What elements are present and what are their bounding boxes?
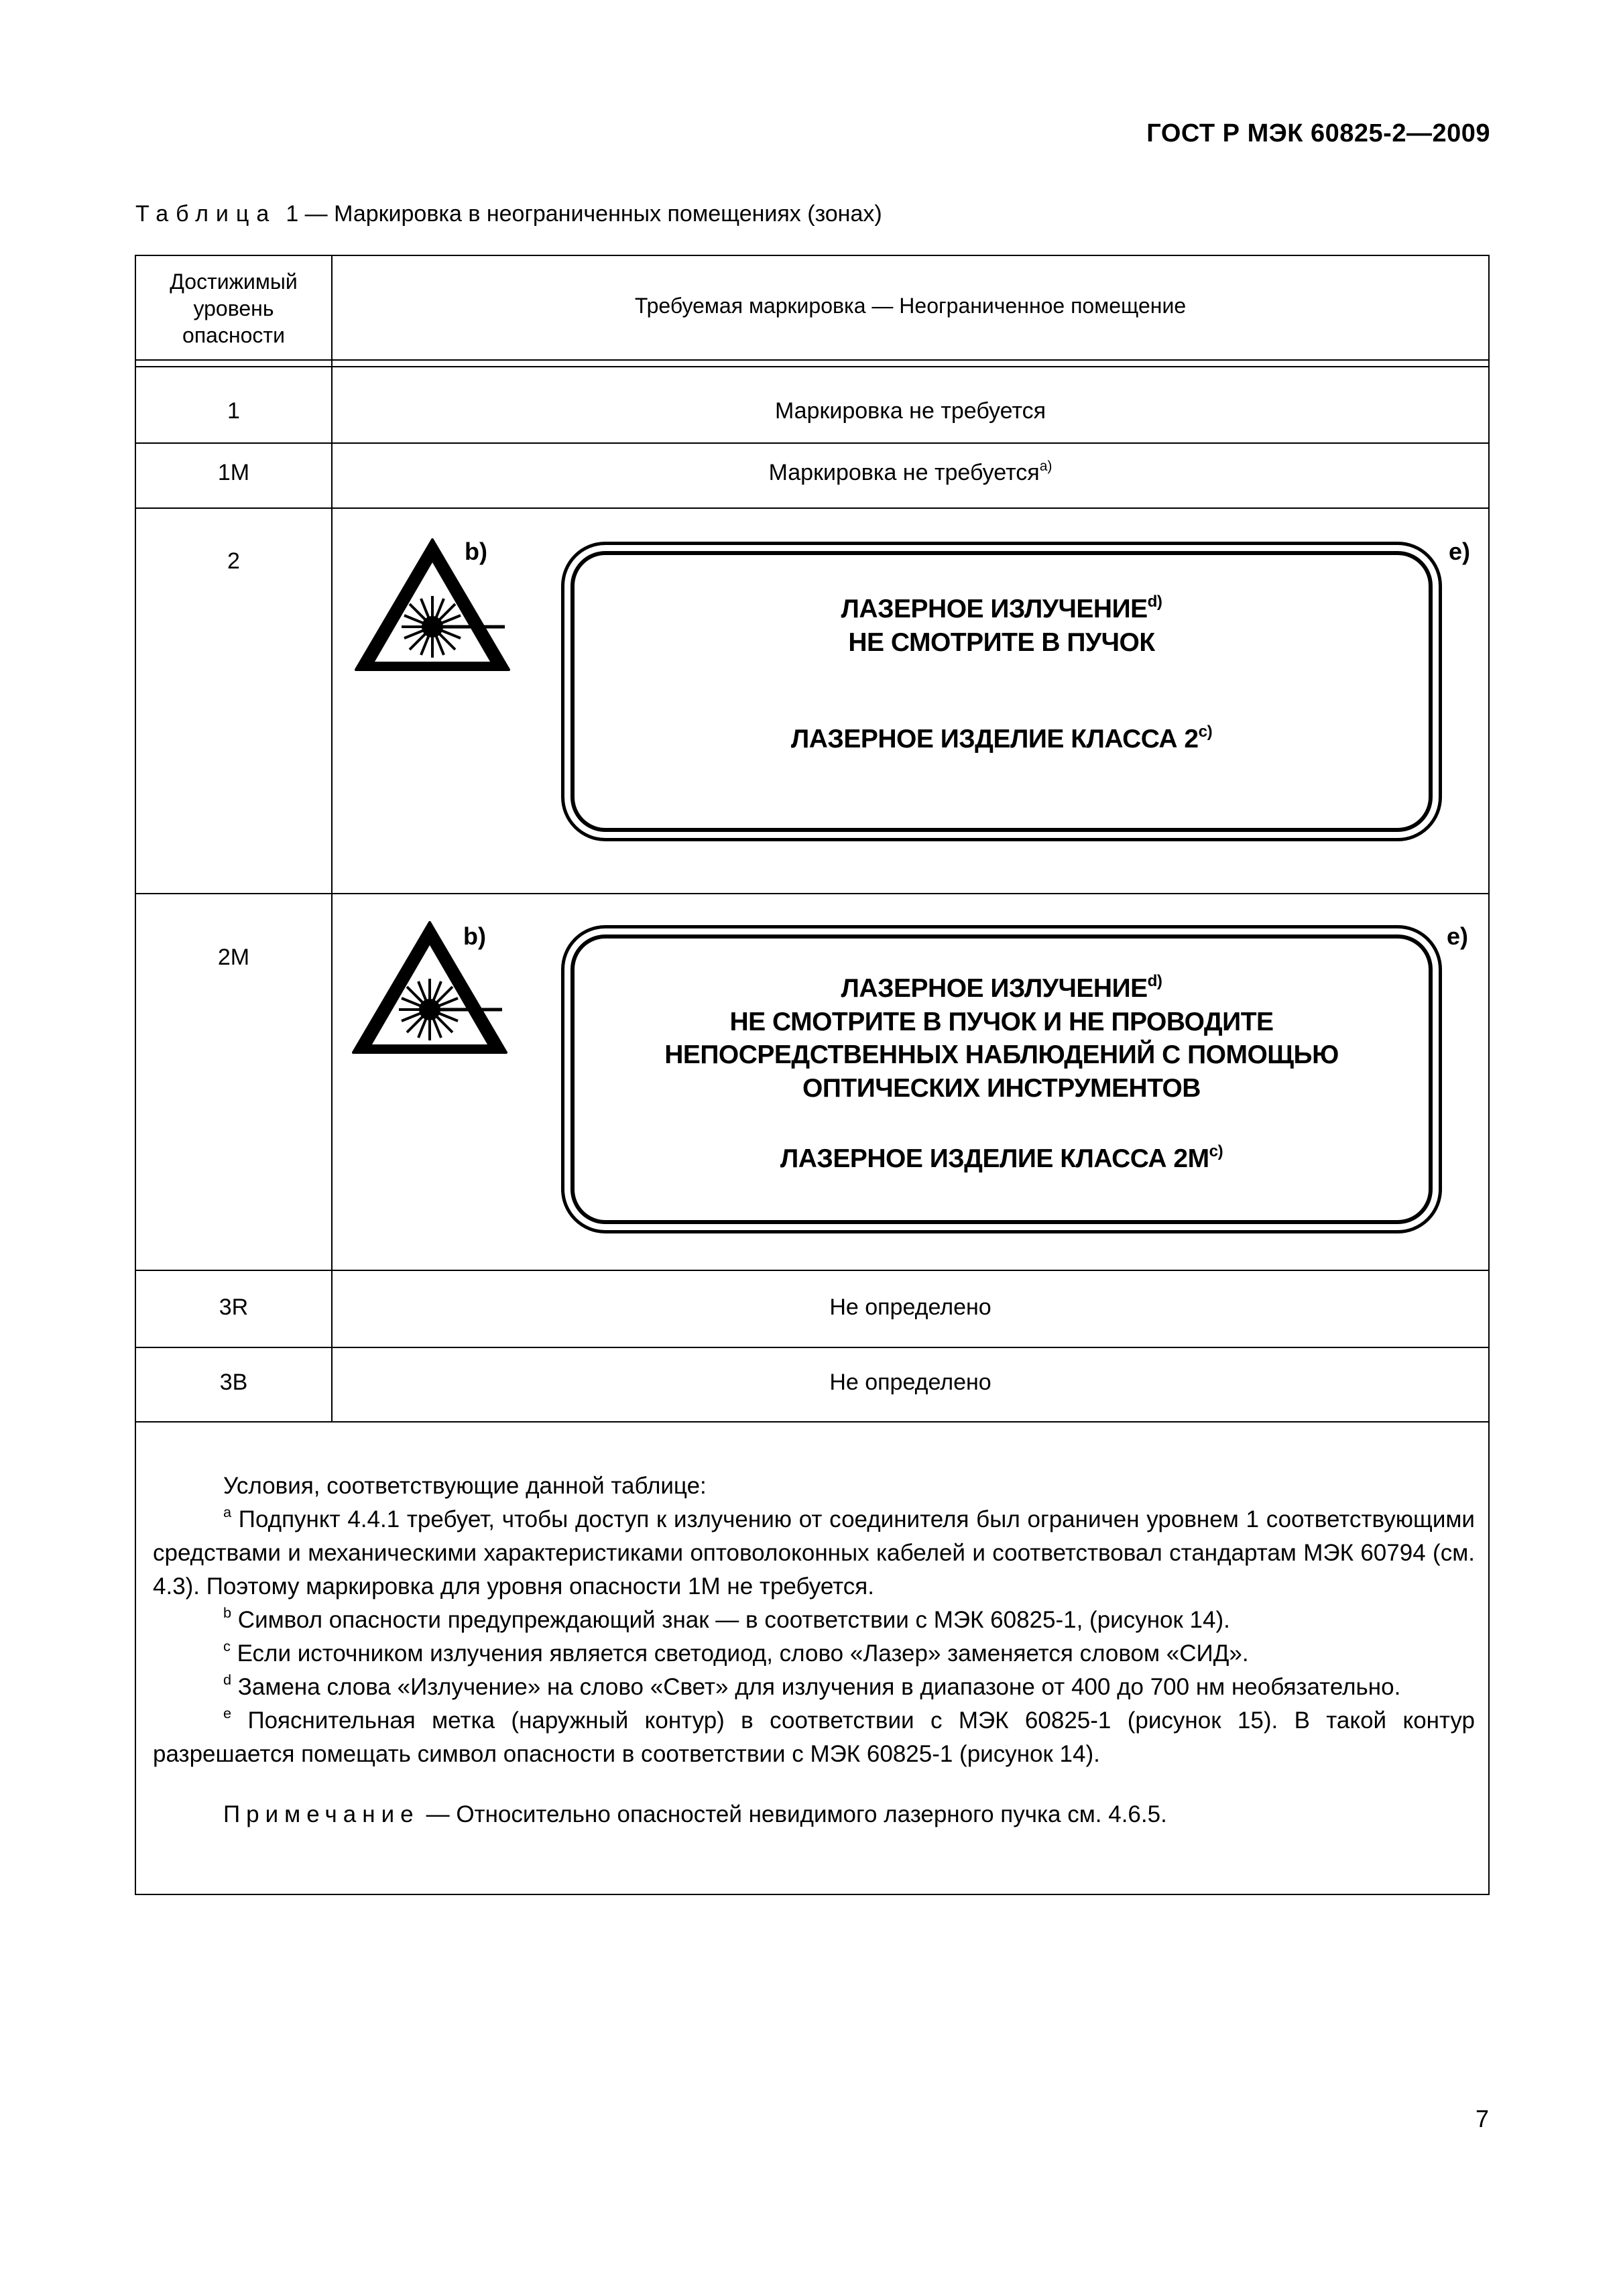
header-divider-1 (136, 359, 1488, 361)
row-divider (136, 442, 1488, 444)
col-header-level (136, 268, 331, 349)
label-class-line: ЛАЗЕРНОЕ ИЗДЕЛИЕ КЛАССА $2M^{c)}$ (780, 1142, 1223, 1173)
label-line: ЛАЗЕРНОЕ ИЗЛУЧЕНИЕ$^{d)}$ (841, 971, 1162, 1003)
row-level-1: 1 (227, 398, 240, 424)
row-marking-1m (333, 460, 1488, 486)
row-level-3r: 3R (219, 1294, 249, 1320)
row-marking-3r: Не определено (829, 1294, 991, 1320)
row-divider (136, 1347, 1488, 1348)
col-header-line: уровень (193, 296, 274, 320)
table-remark: Примечание — Относительно опасностей невидимого лазерного пучка см. 4.6.5. (223, 1801, 1167, 1827)
row-level-2m: 2M (217, 945, 250, 970)
table-caption-prefix: Таблица (135, 201, 277, 227)
footnote-a: $^a$ Подпункт 4.4.1 требует, чтобы доступ к излучению от соединителя был ограничен уровнем 1 соответствующими средствами и механическими характеристиками оптоволоконных кабелей и соответствовал стандартам МЭК 60794 (см. 4.3). Поэтому маркировка для уровня опасности 1М не требуется. (153, 1504, 1475, 1599)
laser-hazard-icon (352, 536, 513, 675)
footnote-b: $^b$ Символ опасности предупреждающий знак — в соответствии с МЭК 60825-1, (рисунок 14). (223, 1604, 1230, 1633)
document-header: ГОСТ Р МЭК 60825-2—2009 (1146, 119, 1490, 147)
row-level-3b: 3B (219, 1370, 248, 1395)
table-caption (135, 201, 882, 227)
label-line: ОПТИЧЕСКИХ ИНСТРУМЕНТОВ (802, 1073, 1201, 1103)
col-header-line: опасности (182, 323, 285, 347)
row-divider (136, 893, 1488, 894)
label-line: НЕ СМОТРИТЕ В ПУЧОК И НЕ ПРОВОДИТЕ (729, 1007, 1274, 1036)
table-caption-title: 1 — Маркировка в неограниченных помещениях (зонах) (286, 201, 882, 227)
header-divider-2 (136, 366, 1488, 367)
col-header-marking: Требуемая маркировка — Неограниченное помещение (634, 294, 1187, 318)
label-line: НЕПОСРЕДСТВЕННЫХ НАБЛЮДЕНИЙ С ПОМОЩЬЮ (664, 1040, 1339, 1070)
label-footnote-tag: e) (1449, 538, 1471, 565)
col-header-line: Достижимый (170, 269, 298, 294)
symbol-footnote-tag: b) (465, 538, 487, 565)
laser-hazard-icon (349, 918, 510, 1058)
row-level-1m: 1M (217, 460, 250, 485)
laser-warning-label (570, 551, 1433, 832)
row-marking-1: Маркировка не требуется (774, 398, 1046, 424)
footnote-c: $^c$ Если источником излучения является светодиод, слово «Лазер» заменяется словом «СИД». (223, 1638, 1249, 1667)
column-divider (331, 256, 333, 1421)
label-footnote-tag: e) (1447, 922, 1469, 950)
laser-warning-label (570, 934, 1433, 1224)
label-line: ЛАЗЕРНОЕ ИЗЛУЧЕНИЕ$^{d)}$ (841, 592, 1162, 623)
notes-divider (136, 1421, 1488, 1423)
marking-text: Маркировка не требуется (768, 460, 1040, 485)
symbol-footnote-tag: b) (463, 922, 486, 950)
notes-intro: Условия, соответствующие данной таблице: (223, 1473, 707, 1499)
page-number: 7 (1475, 2105, 1489, 2132)
row-level-2: 2 (227, 548, 240, 574)
label-class-line: ЛАЗЕРНОЕ ИЗДЕЛИЕ КЛАССА 2$^{c)}$ (790, 722, 1213, 753)
row-marking-3b: Не определено (829, 1370, 991, 1395)
footnote-ref: a) (1039, 458, 1053, 474)
row-divider (136, 1270, 1488, 1271)
footnote-d: $^d$ Замена слова «Излучение» на слово «Свет» для излучения в диапазоне от 400 до 700 нм необязательно. (223, 1671, 1401, 1700)
table-notes (153, 1469, 1475, 1831)
label-line: НЕ СМОТРИТЕ В ПУЧОК (848, 627, 1155, 657)
row-divider (136, 507, 1488, 509)
footnote-e: $^e$ Пояснительная метка (наружный контур) в соответствии с МЭК 60825-1 (рисунок 15). В такой контур разрешается помещать символ опасности в соответствии с МЭК 60825-1 (рисунок 14). (153, 1705, 1475, 1767)
